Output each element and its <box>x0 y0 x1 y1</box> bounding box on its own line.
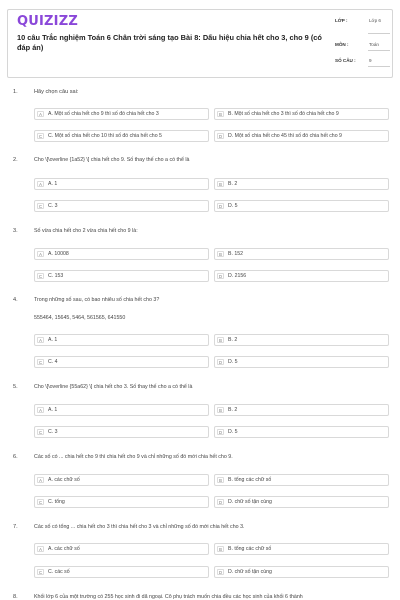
option-a[interactable] <box>34 178 209 190</box>
option-letter: C <box>38 430 43 435</box>
class-label: LỚP : <box>335 18 348 23</box>
option-letter: D <box>218 500 223 505</box>
option-text: C. Một số chia hết cho 10 thì số đó chia hết cho 5 <box>48 133 162 139</box>
option-letter: D <box>218 134 223 139</box>
option-a[interactable] <box>34 334 209 346</box>
subject-value: Toán <box>369 42 379 47</box>
option-b[interactable] <box>214 474 389 486</box>
option-c[interactable] <box>34 426 209 438</box>
option-letter: B <box>217 111 224 117</box>
option-d[interactable] <box>214 200 389 212</box>
option-b[interactable] <box>214 334 389 346</box>
option-text: C. 153 <box>48 273 64 279</box>
option-letter: A <box>37 407 44 413</box>
question-number: 5. <box>13 384 18 390</box>
option-text: D. 2156 <box>228 273 247 279</box>
option-text: A. 1 <box>48 181 58 187</box>
option-text: B. tổng các chữ số <box>228 546 272 552</box>
option-d[interactable] <box>214 130 389 142</box>
option-text: D. 5 <box>228 359 238 365</box>
question-text: Số vừa chia hết cho 2 vừa chia hết cho 9 là: <box>34 228 138 234</box>
option-letter: A <box>37 546 44 552</box>
option-text: A. 1 <box>48 337 58 343</box>
option-letter: A <box>37 251 44 257</box>
option-c[interactable] <box>34 270 209 282</box>
quiz-header <box>7 9 393 78</box>
option-letter: B <box>217 251 224 257</box>
option-d[interactable] <box>214 270 389 282</box>
option-d[interactable] <box>214 496 389 508</box>
option-b[interactable] <box>214 108 389 120</box>
option-letter: D <box>218 360 223 365</box>
option-letter: C <box>38 360 43 365</box>
option-d[interactable] <box>214 566 389 578</box>
option-text: B. 2 <box>228 407 238 413</box>
option-letter: B <box>217 477 224 483</box>
subject-underline <box>368 50 390 51</box>
option-text: B. 152 <box>228 251 243 257</box>
question-number: 7. <box>13 524 18 530</box>
option-letter: C <box>38 500 43 505</box>
option-c[interactable] <box>34 200 209 212</box>
option-letter: C <box>38 274 43 279</box>
question-count-value: 9 <box>369 58 372 63</box>
quiz-title: 10 câu Trắc nghiệm Toán 6 Chân trời sáng tạo Bài 8: Dấu hiệu chia hết cho 3, cho 9 (có đáp án) <box>17 33 322 52</box>
option-a[interactable] <box>34 543 209 555</box>
option-text: C. 3 <box>48 429 58 435</box>
option-a[interactable] <box>34 474 209 486</box>
option-letter: C <box>38 204 43 209</box>
option-letter: B <box>217 337 224 343</box>
question-text: Hãy chọn câu sai: <box>34 89 79 95</box>
option-letter: B <box>217 407 224 413</box>
option-letter: D <box>218 204 223 209</box>
option-c[interactable] <box>34 566 209 578</box>
option-c[interactable] <box>34 496 209 508</box>
option-letter: D <box>218 570 223 575</box>
option-letter: D <box>218 274 223 279</box>
question-text: Cho \[\overline {1a52} \] chia hết cho 9. Số thay thế cho a có thể là <box>34 157 190 163</box>
question-number: 1. <box>13 89 18 95</box>
option-letter: A <box>37 337 44 343</box>
option-letter: C <box>38 570 43 575</box>
option-c[interactable] <box>34 130 209 142</box>
option-a[interactable] <box>34 248 209 260</box>
question-number: 2. <box>13 157 18 163</box>
option-b[interactable] <box>214 248 389 260</box>
option-text: A. các chữ số <box>48 546 80 552</box>
question-number: 8. <box>13 594 18 600</box>
option-letter: A <box>37 111 44 117</box>
option-text: B. 2 <box>228 181 238 187</box>
option-text: A. các chữ số <box>48 477 80 483</box>
option-text: A. 10008 <box>48 251 69 257</box>
option-text: D. 5 <box>228 429 238 435</box>
option-a[interactable] <box>34 108 209 120</box>
question-number: 6. <box>13 454 18 460</box>
option-text: B. Một số chia hết cho 3 thì số đó chia hết cho 9 <box>228 111 339 117</box>
class-underline <box>368 33 390 34</box>
option-letter: A <box>37 181 44 187</box>
option-letter: B <box>217 181 224 187</box>
option-letter: B <box>217 546 224 552</box>
option-text: C. các số <box>48 569 70 575</box>
question-text: Trong những số sau, có bao nhiêu số chia hết cho 3? <box>34 297 160 303</box>
question-text: Khối lớp 6 của một trường có 255 học sinh đi dã ngoại. Cô phụ trách muốn chia đều các học sinh của khối 6 thành <box>34 594 303 600</box>
option-text: C. 3 <box>48 203 58 209</box>
option-text: D. chữ số tận cùng <box>228 499 272 505</box>
option-letter: C <box>38 134 43 139</box>
question-text: Các số có ... chia hết cho 9 thì chia hết cho 9 và chỉ những số đó mới chia hết cho 9. <box>34 454 233 460</box>
option-text: A. 1 <box>48 407 58 413</box>
option-a[interactable] <box>34 404 209 416</box>
question-text: Các số có tổng ... chia hết cho 3 thì chia hết cho 3 và chỉ những số đó mới chia hết cho 3. <box>34 524 245 530</box>
option-text: B. 2 <box>228 337 238 343</box>
option-letter: A <box>37 477 44 483</box>
option-letter: D <box>218 430 223 435</box>
option-b[interactable] <box>214 404 389 416</box>
class-value: Lớp 6 <box>369 18 381 23</box>
option-d[interactable] <box>214 356 389 368</box>
option-text: A. Một số chia hết cho 9 thì số đó chia hết cho 3 <box>48 111 159 117</box>
option-text: D. chữ số tận cùng <box>228 569 272 575</box>
quizizz-logo: QUIZIZZ <box>17 14 78 29</box>
question-count-label: SỐ CÂU : <box>335 58 356 63</box>
option-text: D. 5 <box>228 203 238 209</box>
option-c[interactable] <box>34 356 209 368</box>
option-text: C. tổng <box>48 499 65 505</box>
option-text: D. Một số chia hết cho 45 thì số đó chia hết cho 9 <box>228 133 342 139</box>
question-number: 3. <box>13 228 18 234</box>
count-underline <box>368 66 390 67</box>
option-text: B. tổng các chữ số <box>228 477 272 483</box>
option-b[interactable] <box>214 543 389 555</box>
option-d[interactable] <box>214 426 389 438</box>
question-number: 4. <box>13 297 18 303</box>
question-text: Cho \[\overline {55a62} \] chia hết cho 3. Số thay thế cho a có thể là <box>34 384 193 390</box>
option-b[interactable] <box>214 178 389 190</box>
option-text: C. 4 <box>48 359 58 365</box>
question-subtext: 555464, 15645, 5464, 561565, 641550 <box>34 315 126 321</box>
subject-label: MÔN : <box>335 42 349 47</box>
